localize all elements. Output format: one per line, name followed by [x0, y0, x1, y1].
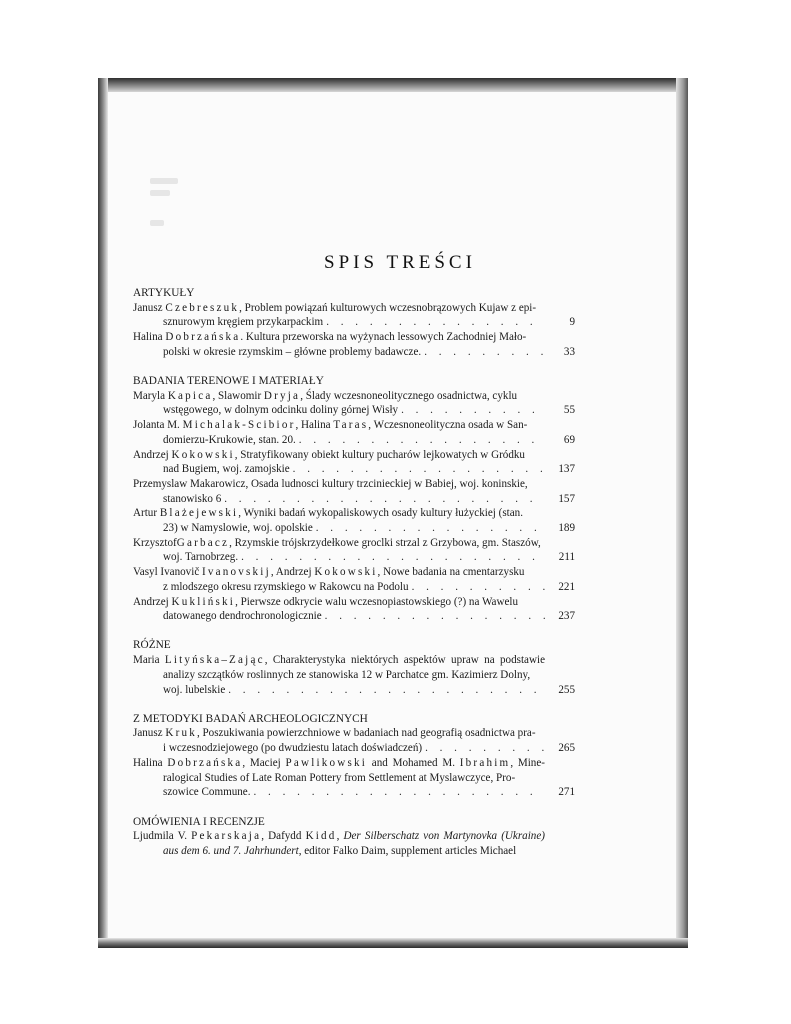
entry-title: ralogical Studies of Late Roman Pottery from Settlement at Myslawczyce, Pro-: [163, 771, 516, 784]
scan-edge-left: [98, 78, 108, 948]
author-first: Janusz: [133, 727, 163, 740]
toc-entry[interactable]: [133, 477, 575, 506]
toc-entry[interactable]: [133, 756, 575, 800]
book-title: aus dem 6. und 7. Jahrhundert: [163, 844, 299, 857]
author-first: Jolanta M.: [133, 419, 180, 432]
dot-leader: [316, 521, 545, 536]
dot-leader: [293, 462, 545, 477]
toc-entry[interactable]: [133, 330, 575, 359]
entry-title: Osada ludnosci kultury trzcinieckiej w Babiej, woj. koninskie,: [248, 477, 528, 490]
author-name: Dryja: [263, 389, 301, 402]
entry-title: , Nowe badania na cmentarzysku: [377, 566, 525, 579]
entry-title: , Wyniki badań wykopaliskowych osady kultury łużyckiej (stan.: [238, 507, 523, 520]
page-number: 211: [558, 551, 575, 564]
section-title: ARTYKUŁY: [133, 287, 195, 299]
show-through-mark: [150, 190, 170, 196]
page-number: 221: [558, 580, 575, 593]
toc-entry[interactable]: [133, 301, 575, 330]
author-name: Pawlikowski: [285, 756, 368, 769]
author-name: Garbacz: [176, 536, 230, 549]
author-name: Lityńska–Zając: [164, 654, 265, 667]
author-name: Kruk: [165, 727, 197, 740]
author-name: Blażejewski: [159, 507, 239, 520]
entry-title: , Pierwsze odkrycie walu wczesnopiastowskiego (?) na Wawelu: [235, 595, 519, 608]
author-name: Kokowski: [314, 566, 378, 579]
toc-entry[interactable]: [133, 726, 575, 755]
table-of-contents: [133, 286, 575, 859]
toc-entry[interactable]: [133, 389, 575, 418]
entry-title: , editor Falko Daim, supplement articles Michael: [298, 844, 517, 857]
page-number: 69: [563, 433, 575, 446]
section-omowienia: [133, 815, 575, 859]
author-name: Taras: [333, 419, 369, 432]
page-number: 55: [563, 404, 575, 417]
scan-edge-right: [676, 78, 688, 948]
author-name: Dobrzańska: [167, 756, 243, 769]
author-name: Michalak-Scibior: [182, 419, 296, 432]
entry-title: , Maciej: [242, 756, 281, 769]
author-name: Pekarskaja: [191, 830, 262, 843]
entry-title: , Poszukiwania powierzchniowe w badaniach nad geografią osadnictwa pra-: [196, 727, 536, 740]
entry-title: , Mine-: [510, 756, 545, 769]
section-title: RÓŻNE: [133, 639, 171, 652]
page-title: SPIS TREŚCI: [324, 252, 476, 273]
author-first: Ljudmila V.: [133, 830, 187, 843]
entry-title: ,: [336, 830, 340, 843]
author-name: Ibrahim: [459, 756, 511, 769]
entry-title-end: stanowisko 6: [163, 492, 222, 505]
section-rozne: [133, 638, 575, 697]
scan-edge-top: [98, 78, 688, 92]
author-first: Maria: [133, 654, 160, 667]
author-first: Artur: [133, 507, 158, 520]
entry-title: , Rzymskie trójskrzydełkowe groclki strzal z Grzybowa, gm. Staszów,: [229, 536, 541, 549]
entry-title: and Mohamed M.: [367, 756, 455, 769]
entry-title: , Dafydd: [261, 830, 302, 843]
page-number: 189: [558, 522, 575, 535]
entry-title-end: i wczesnodziejowego (po dwudziestu latach doświadczeń): [163, 742, 423, 755]
entry-title-end: datowanego dendrochronologicznie: [163, 610, 322, 623]
entry-title-end: z mlodszego okresu rzymskiego w Rakowcu na Podolu: [163, 580, 409, 593]
dot-leader: [228, 683, 545, 698]
author-name: Kokowski: [171, 448, 235, 461]
entry-title-end: polski w okresie rzymskim – główne problemy badawcze.: [163, 345, 422, 358]
show-through-mark: [150, 220, 164, 226]
author-first: Andrzej: [133, 595, 169, 608]
toc-entry[interactable]: [133, 829, 575, 858]
dot-leader: [424, 345, 545, 360]
author-first: Janusz: [133, 301, 163, 314]
show-through-mark: [150, 178, 178, 184]
toc-entry[interactable]: [133, 506, 575, 535]
dot-leader: [241, 550, 545, 565]
entry-title-end: wstęgowego, w dolnym odcinku doliny górnej Wisły: [163, 404, 399, 417]
dot-leader: [412, 580, 545, 595]
author-first: Andrzej: [133, 448, 169, 461]
entry-title-end: woj. Tarnobrzeg.: [163, 551, 239, 564]
entry-title: , Ślady wczesnoneolitycznego osadnictwa, cyklu: [300, 389, 518, 402]
author-first: Maryla: [133, 389, 166, 402]
entry-title-end: 23) w Namyslowie, woj. opolskie: [163, 522, 313, 535]
section-title: Z METODYKI BADAŃ ARCHEOLOGICZNYCH: [133, 712, 368, 725]
author-first: Krzysztof: [133, 536, 177, 549]
entry-title: , Problem powiązań kulturowych wczesnobrązowych Kujaw z epi-: [239, 301, 537, 314]
toc-entry[interactable]: [133, 536, 575, 565]
entry-title-end: sznurowym kręgiem przykarpackim: [163, 316, 324, 329]
entry-title: analizy szczątków roslinnych ze stanowiska 12 w Parchatce gm. Kazimierz Dolny,: [163, 668, 531, 681]
entry-title-end: nad Bugiem, woj. zamojskie: [163, 463, 290, 476]
author-first: Halina: [133, 331, 163, 344]
entry-title: , Slawomir: [212, 389, 262, 402]
page-number: 157: [558, 492, 575, 505]
author-first: Przemyslaw Makarowicz,: [133, 477, 249, 490]
entry-title: , Andrzej: [270, 566, 312, 579]
toc-entry[interactable]: [133, 448, 575, 477]
author-name: Kapica: [167, 389, 213, 402]
section-title: BADANIA TERENOWE I MATERIAŁY: [133, 375, 324, 388]
section-z-metodyki: [133, 712, 575, 800]
scan-edge-bottom: [98, 938, 688, 948]
dot-leader: [401, 403, 545, 418]
page-number: 9: [569, 316, 575, 329]
entry-title-end: szowice Commune.: [163, 786, 251, 799]
book-title: Der Silberschatz von Martynovka (Ukraine): [343, 830, 545, 843]
entry-title: , Stratyfikowany obiekt kultury pucharów lejkowatych w Gródku: [234, 448, 525, 461]
author-name: Kukliński: [171, 595, 236, 608]
toc-entry[interactable]: [133, 418, 575, 447]
page-number: 237: [558, 610, 575, 623]
entry-title: , Halina: [295, 419, 331, 432]
section-title: OMÓWIENIA I RECENZJE: [133, 815, 265, 828]
page-number: 255: [558, 683, 575, 696]
page-number: 271: [558, 786, 575, 799]
toc-entry[interactable]: [133, 653, 575, 697]
entry-title: , Wczesnoneolityczna osada w San-: [368, 419, 528, 432]
entry-title: . Kultura przeworska na wyżynach lessowych Zachodniej Mało-: [240, 331, 527, 344]
dot-leader: [299, 433, 545, 448]
entry-title-end: domierzu-Krukowie, stan. 20.: [163, 433, 296, 446]
dot-leader: [224, 492, 545, 507]
author-name: Kidd: [305, 830, 337, 843]
toc-entry[interactable]: [133, 595, 575, 624]
page-number: 265: [558, 742, 575, 755]
section-badania-terenowe: [133, 374, 575, 624]
entry-title: , Charakterystyka niektórych aspektów upraw na podstawie: [264, 654, 545, 667]
author-first: Halina: [133, 756, 163, 769]
dot-leader: [425, 741, 545, 756]
author-first: Vasyl Ivanovič: [133, 566, 200, 579]
page-number: 33: [563, 345, 575, 358]
toc-entry[interactable]: [133, 565, 575, 594]
author-name: Ivanovskij: [202, 566, 271, 579]
dot-leader: [326, 315, 545, 330]
section-artykuly: [133, 286, 575, 360]
dot-leader: [254, 785, 546, 800]
entry-title-end: woj. lubelskie: [163, 683, 226, 696]
author-name: Czebreszuk: [165, 301, 240, 314]
dot-leader: [325, 609, 545, 624]
author-name: Dobrzańska: [165, 331, 241, 344]
page-number: 137: [558, 463, 575, 476]
